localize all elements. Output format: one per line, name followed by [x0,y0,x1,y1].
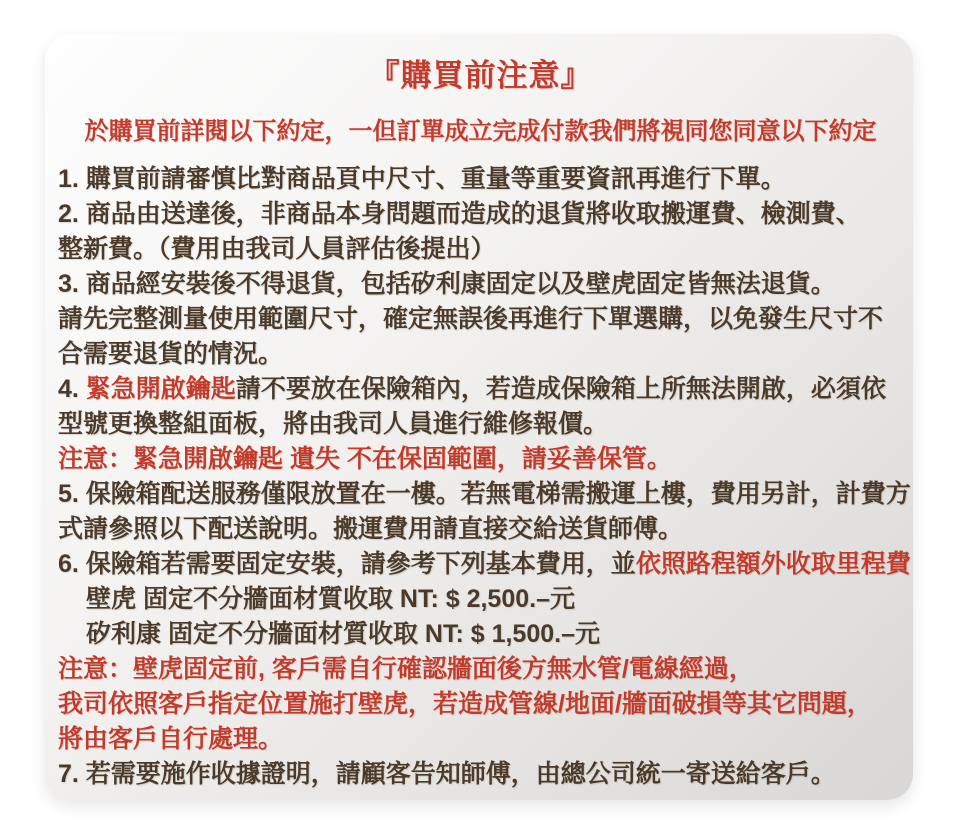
terms-line [58,722,903,757]
terms-segment: 依照路程額外收取里程費 [635,550,911,578]
notice-subtitle: 於購買前詳閱以下約定，一但訂單成立完成付款我們將視同您同意以下約定 [84,118,877,145]
terms-line [58,757,903,792]
terms-segment: 矽利康 固定不分牆面材質收取 NT: $ 1,500.–元 [86,620,600,648]
terms-segment: 注意：緊急開啟鑰匙 遺失 不在保固範圍，請妥善保管。 [58,445,672,473]
terms-segment: 整新費。（費用由我司人員評估後提出） [58,235,496,263]
terms-list [58,162,911,792]
terms-segment: 6. 保險箱若需要固定安裝，請參考下列基本費用，並 [58,550,636,578]
terms-segment: 4. [58,375,86,403]
terms-line [58,547,911,582]
notice-title: 『購買前注意』 [368,58,593,93]
terms-segment: 型號更換整組面板，將由我司人員進行維修報價。 [58,410,609,438]
terms-line [58,302,903,337]
terms-segment: 1. 購買前請審慎比對商品頁中尺寸、重量等重要資訊再進行下單。 [58,165,786,193]
terms-segment: 2. 商品由送達後，非商品本身問題而造成的退貨將收取搬運費、檢測費、 [58,200,861,228]
terms-segment: 壁虎 固定不分牆面材質收取 NT: $ 2,500.–元 [86,585,575,613]
terms-segment: 注意： [58,655,134,683]
terms-segment: 請先完整測量使用範圍尺寸，確定無誤後再進行下單選購，以免發生尺寸不 [58,305,884,333]
terms-segment: 7. 若需要施作收據證明，請顧客告知師傅，由總公司統一寄送給客戶。 [58,760,836,788]
terms-line [58,512,903,547]
terms-line [58,617,903,652]
terms-segment: 壁虎固定前, 客戶需自行確認牆面後方無水管/電線經過， [133,655,754,683]
terms-line [58,687,903,722]
terms-segment: 合需要退貨的情況。 [58,340,284,368]
terms-line [58,197,903,232]
terms-line [58,337,903,372]
terms-line [58,477,911,512]
terms-line [58,442,903,477]
terms-segment: 請不要放在保險箱內，若造成保險箱上所無法開啟，必須依 [235,375,886,403]
terms-line [58,267,903,302]
terms-segment: 緊急開啟鑰匙 [85,375,236,403]
terms-line [58,652,903,687]
terms-line [58,232,903,267]
terms-line [58,372,903,407]
notice-card [45,34,913,800]
terms-segment: 我司依照客戶指定位置施打壁虎，若造成管線/地面/牆面破損等其它問題， [58,690,872,718]
terms-line [58,407,903,442]
notice-content [58,34,911,792]
terms-segment: 式請參照以下配送說明。搬運費用請直接交給送貨師傅。 [58,515,684,543]
terms-line [58,582,903,617]
terms-line [58,162,903,197]
terms-segment: 將由客戶自行處理。 [58,725,284,753]
terms-segment: 3. 商品經安裝後不得退貨，包括矽利康固定以及壁虎固定皆無法退貨。 [58,270,836,298]
terms-segment: 5. 保險箱配送服務僅限放置在一樓。若無電梯需搬運上樓，費用另計，計費方 [58,480,911,508]
